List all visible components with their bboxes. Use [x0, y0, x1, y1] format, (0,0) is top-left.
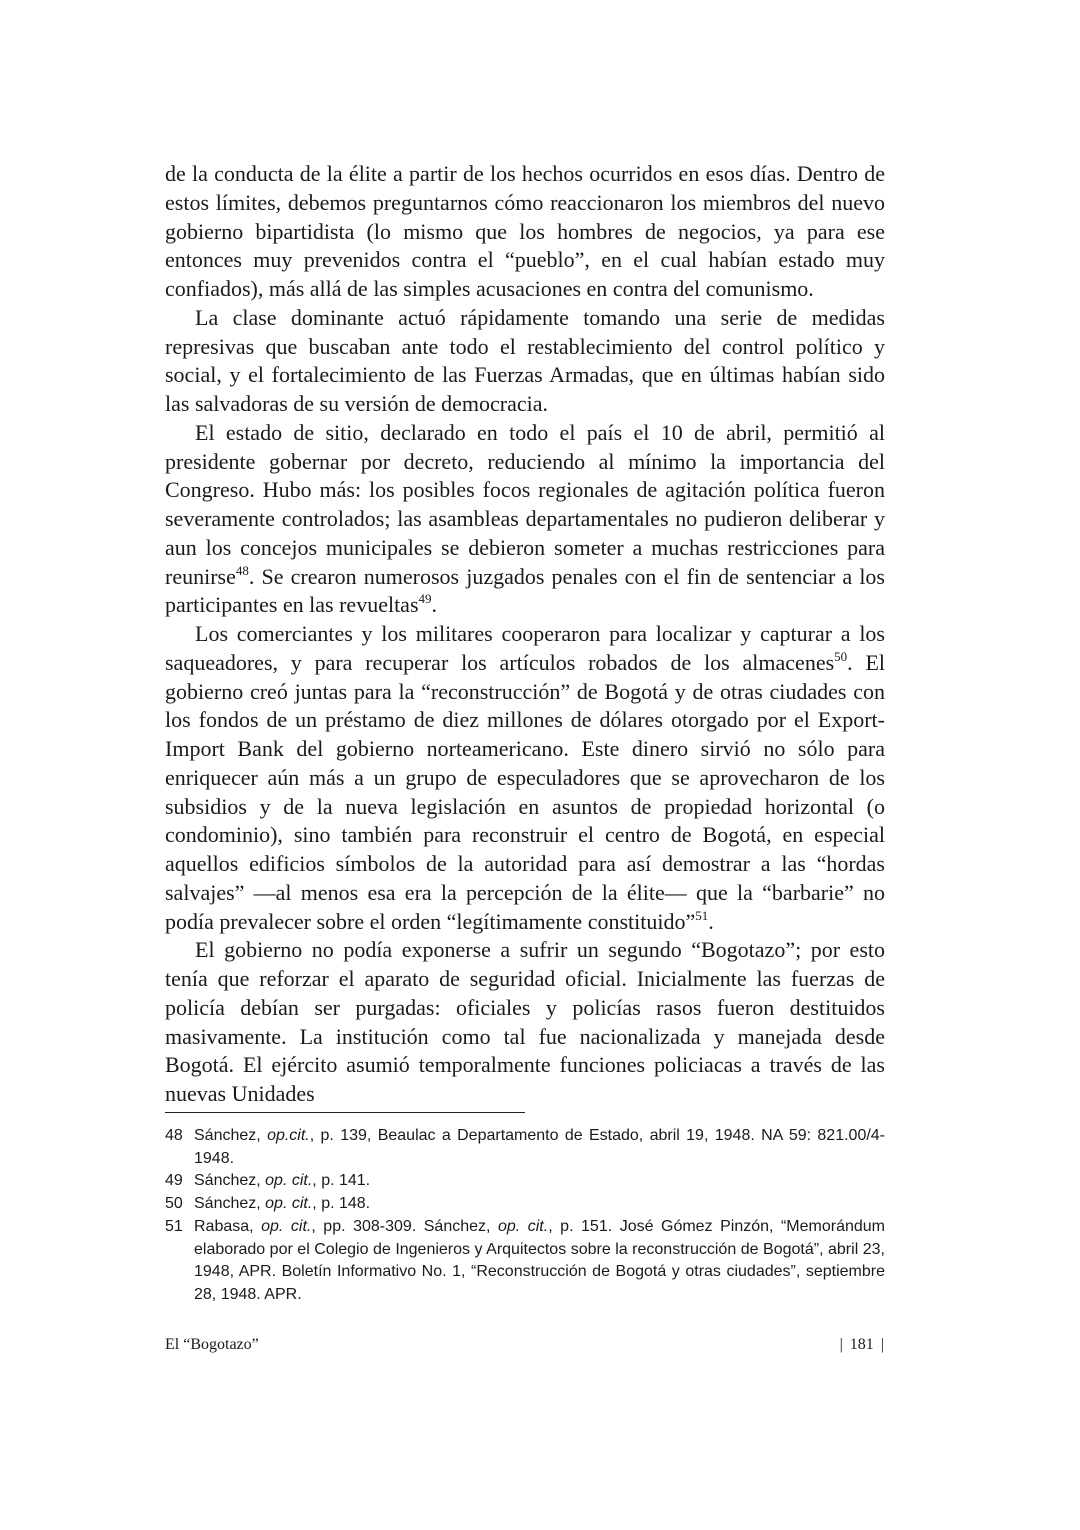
footnote-number: 51 [165, 1217, 183, 1235]
paragraph-4: Los comerciantes y los militares cooperaron para localizar y capturar a los saqueadores, y para recuperar los artículos robados de los almacenes$^{50}$. El gobierno creó juntas para la “reconstrucción” de Bogotá y de otras ciudades con los fondos de un préstamo de diez millones de dólares otorgado por el Export-Import Bank del gobierno norteamericano. Este dinero sirvió no sólo para enriquecer aún más a un grupo de especuladores que se aprovecharon de los subsidios y de la nueva legislación en asuntos de propiedad horizontal (o condominio), sino también para reconstruir el centro de Bogotá, en especial aquellos edificios símbolos de la autoridad para así demostrar a las “hordas salvajes” —al menos esa era la percepción de la élite— que la “barbarie” no podía prevalecer sobre el orden “legítimamente constituido”$^{51}$. [165, 621, 885, 934]
paragraph-5: El gobierno no podía exponerse a sufrir un segundo “Bogotazo”; por esto tenía que reforzar el aparato de seguridad oficial. Inicialmente las fuerzas de policía debían ser purgadas: oficiales y policías rasos fueron destituidos masivamente. La institución como tal fue nacionalizada y manejada desde Bogotá. El ejército asumió temporalmente funciones policiacas a través de las nuevas Unidades [165, 937, 885, 1106]
page-number [840, 1336, 884, 1354]
paragraph-3: El estado de sitio, declarado en todo el país el 10 de abril, permitió al presidente gobernar por decreto, reduciendo al mínimo la importancia del Congreso. Hubo más: los posibles focos regionales de agitación política fueron severamente controlados; las asambleas departamentales no pudieron deliberar y aun los concejos municipales se debieron someter a muchas restricciones para reunirse$^{48}$. Se crearon numerosos juzgados penales con el fin de sentenciar a los participantes en las revueltas$^{49}$. [165, 419, 885, 618]
footnote-49 [165, 1170, 885, 1193]
footnote-ref-49[interactable]: 49 [418, 591, 432, 607]
footnote-ref-48[interactable]: 48 [235, 562, 249, 578]
footnote-ref-51[interactable]: 51 [695, 907, 709, 923]
page-number-bar-left: | [839, 1336, 843, 1353]
running-footer-title: El “Bogotazo” [165, 1336, 259, 1353]
footnotes [165, 1125, 885, 1307]
footnote-number: 50 [165, 1195, 183, 1213]
footnote-text: Sánchez, op. cit., p. 141. [194, 1172, 371, 1190]
footnote-48 [165, 1125, 885, 1170]
body-text [165, 160, 885, 1109]
footnote-number: 49 [165, 1172, 183, 1190]
footnote-ref-50[interactable]: 50 [834, 648, 848, 664]
footnote-number: 48 [165, 1127, 183, 1144]
footnote-text: Sánchez, op. cit., p. 148. [194, 1195, 371, 1213]
page-number-value: 181 [849, 1336, 874, 1353]
footnote-50 [165, 1193, 885, 1216]
footnote-51 [165, 1216, 885, 1307]
paragraph-2: La clase dominante actuó rápidamente tomando una serie de medidas represivas que buscaban ante todo el restablecimiento del control político y social, y el fortalecimiento de las Fuerzas Armadas, que en últimas habían sido las salvadoras de su versión de democracia. [165, 304, 885, 416]
footnote-text: Rabasa, op. cit., pp. 308-309. Sánchez, op. cit., p. 151. José Gómez Pinzón, “Memorándum elaborado por el Colegio de Ingenieros y Arquitectos sobre la reconstrucción de Bogotá”, abril 23, 1948, APR. Boletín Informativo No. 1, “Reconstrucción de Bogotá y otras ciudades”, septiembre 28, 1948. APR. [194, 1217, 886, 1303]
page-number-bar-right: | [880, 1336, 884, 1353]
footnote-rule [165, 1112, 525, 1113]
footnote-text: Sánchez, op.cit., p. 139, Beaulac a Departamento de Estado, abril 19, 1948. NA 59: 821.00/4-1948. [194, 1127, 886, 1167]
paragraph-1: de la conducta de la élite a partir de los hechos ocurridos en esos días. Dentro de estos límites, debemos preguntarnos cómo reaccionaron los miembros del nuevo gobierno bipartidista (lo mismo que los hombres de negocios, ya para ese entonces muy prevenidos contra el “pueblo”, en el cual habían estado muy confiados), más allá de las simples acusaciones en contra del comunismo. [165, 161, 885, 301]
